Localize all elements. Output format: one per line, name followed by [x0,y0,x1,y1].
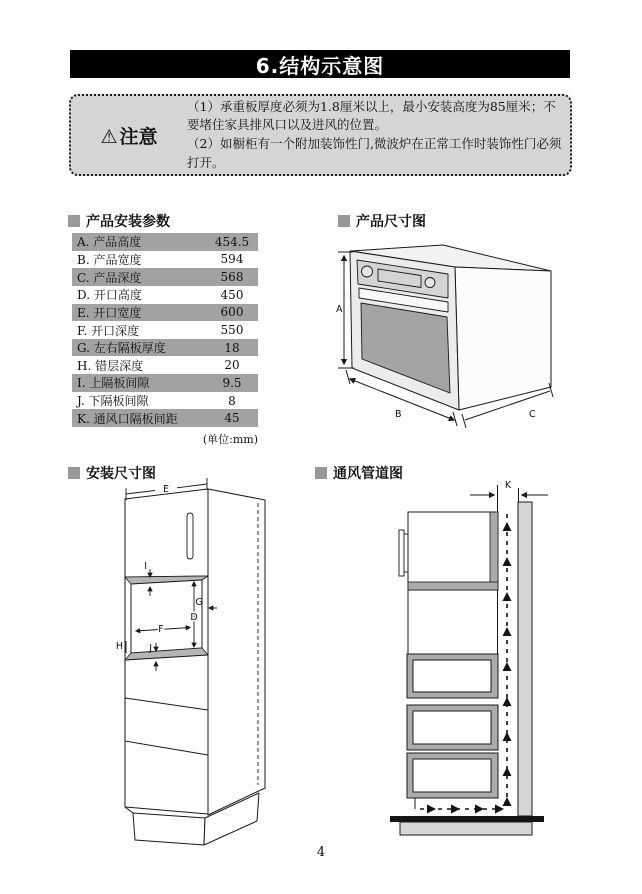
cabinet-drawing [125,489,265,845]
table-row [72,268,258,286]
row-value: 550 [220,323,244,338]
section-install-params [68,211,170,231]
wall-panel [518,502,532,816]
row-value: 9.5 [222,375,242,390]
table-row [72,392,258,410]
row-label: J. 下隔板间隙 [77,394,149,409]
table-row [72,304,258,322]
door-handle [399,530,404,576]
caution-badge [71,122,187,149]
row-value: 20 [224,358,240,373]
row-label: A. 产品高度 [77,235,142,250]
section-vent-duct-label: 通风管道图 [333,466,403,482]
section-bullet-icon [315,467,327,479]
caution-line-2: （2）如橱柜有一个附加装饰性门,微波炉在正常工作时装饰性门必须打开。 [187,136,562,170]
table-row [72,233,258,251]
caution-line-1: （1）承重板厚度必须为1.8厘米以上，最小安装高度为85厘米；不要堵住家具排风口以及进风的位置。 [187,98,556,133]
cabinet-side-panel [208,489,265,815]
section-product-dims-label: 产品尺寸图 [356,214,426,230]
caution-box [69,94,572,176]
microwave-compartment [408,512,498,590]
row-label: G. 左右隔板厚度 [77,341,166,356]
upper-door [125,489,208,577]
table-row [72,251,258,269]
unit-note: (单位:mm) [202,433,258,446]
dim-label-a: A [336,304,343,315]
product-dimension-diagram [333,240,568,438]
duct-section-drawing [390,485,548,835]
table-row [72,339,258,357]
row-value: 594 [220,252,244,267]
door-handle [187,513,193,559]
row-label: F. 开口深度 [77,323,140,338]
knob-icon [362,266,373,277]
plinth-base [400,822,532,835]
section-bullet-icon [338,215,350,227]
dim-label-f: F [158,624,164,635]
plinth [133,813,205,845]
table-row [72,321,258,339]
dim-label-g: G [195,597,203,608]
section-bullet-icon [68,467,80,479]
row-value: 568 [220,270,244,285]
row-label: I. 上隔板间隙 [77,376,150,391]
section-install-dims-label: 安装尺寸图 [86,466,156,482]
dim-label-e: E [162,484,170,495]
table-row [72,286,258,304]
microwave-oven-drawing [350,245,551,410]
row-label: C. 产品深度 [77,270,142,285]
dim-label-i: I [144,561,147,572]
lower-drawers [125,655,208,814]
floor-line [390,816,544,822]
dim-label-h: H [115,641,123,652]
table-row [72,409,258,427]
dim-label-c: C [529,409,536,420]
row-value: 450 [220,287,244,302]
page-title-text: 6.结构示意图 [255,53,385,78]
ventilation-duct-diagram [378,470,570,855]
section-install-params-label: 产品安装参数 [86,214,170,230]
row-value: 18 [224,340,240,355]
install-params-table [72,233,258,427]
section-product-dims [338,211,426,231]
installation-dimension-diagram [95,477,305,855]
page-number: 4 [316,845,326,860]
row-label: D. 开口高度 [77,288,142,303]
row-value: 600 [220,305,244,320]
row-label: E. 开口宽度 [77,305,142,320]
row-label: K. 通风口隔板间距 [77,411,178,426]
table-row [72,356,258,374]
row-value: 45 [224,411,240,426]
warning-triangle-icon: ⚠ [100,125,118,148]
row-value: 454.5 [214,234,250,249]
dim-label-b: B [395,409,402,420]
row-label: B. 产品宽度 [77,252,142,267]
knob-icon [425,278,435,288]
dim-label-d: D [190,612,198,623]
page-title [70,50,570,78]
table-row [72,374,258,392]
caution-text [187,98,570,173]
row-label: H. 错层深度 [77,358,144,373]
section-bullet-icon [68,215,80,227]
row-value: 8 [228,393,236,408]
dim-label-j: J [149,643,152,654]
caution-label: 注意 [119,125,158,148]
dim-label-k: K [504,480,512,491]
